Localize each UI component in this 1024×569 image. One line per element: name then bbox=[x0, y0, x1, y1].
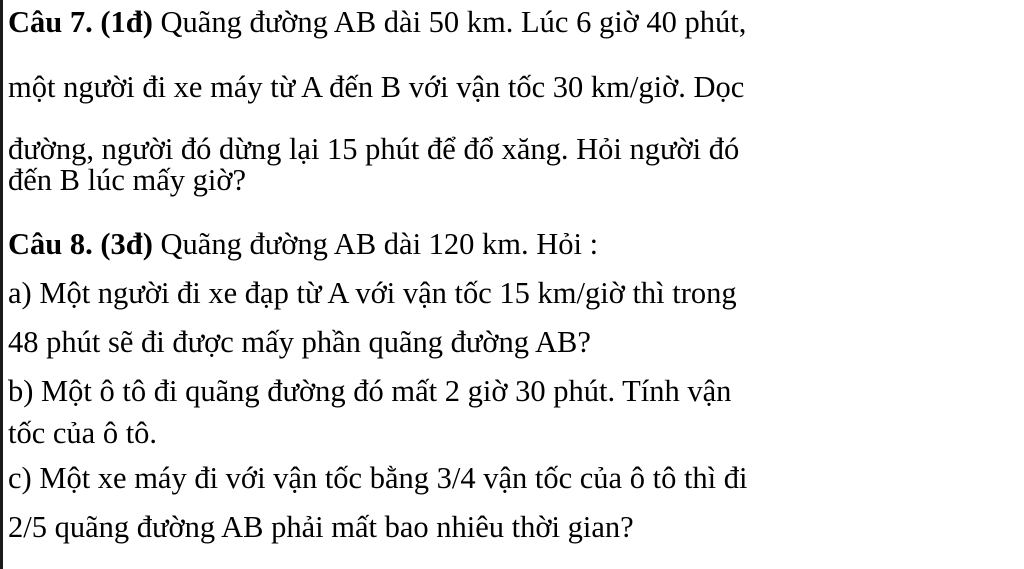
question-8c-line-1: c) Một xe máy đi với vận tốc bằng 3/4 vận tốc của ô tô thì đi bbox=[8, 461, 748, 495]
left-border bbox=[0, 0, 3, 569]
question-7-line-4: đến B lúc mấy giờ? bbox=[8, 163, 247, 197]
question-8a-line-1: a) Một người đi xe đạp từ A với vận tốc 15 km/giờ thì trong bbox=[8, 276, 737, 310]
question-8b-line-2: tốc của ô tô. bbox=[8, 416, 158, 450]
question-8c-line-2: 2/5 quãng đường AB phải mất bao nhiêu thời gian? bbox=[8, 510, 634, 544]
worksheet bbox=[8, 0, 1020, 569]
question-7-line-1 bbox=[8, 4, 746, 40]
question-7-line-2: một người đi xe máy từ A đến B với vận tốc 30 km/giờ. Dọc bbox=[8, 70, 745, 104]
question-8a-line-2: 48 phút sẽ đi được mấy phần quãng đường AB? bbox=[8, 325, 591, 359]
question-7-line-3: đường, người đó dừng lại 15 phút để đổ xăng. Hỏi người đó bbox=[8, 132, 740, 166]
question-7-text-1: Quãng đường AB dài 50 km. Lúc 6 giờ 40 phút, bbox=[152, 5, 747, 39]
question-8-label: Câu 8. (3đ) bbox=[8, 227, 153, 261]
question-8-text-1: Quãng đường AB dài 120 km. Hỏi : bbox=[152, 227, 599, 261]
question-8b-line-1: b) Một ô tô đi quãng đường đó mất 2 giờ 30 phút. Tính vận bbox=[8, 374, 732, 408]
question-8-line-1 bbox=[8, 226, 598, 262]
question-7-label: Câu 7. (1đ) bbox=[8, 5, 153, 39]
